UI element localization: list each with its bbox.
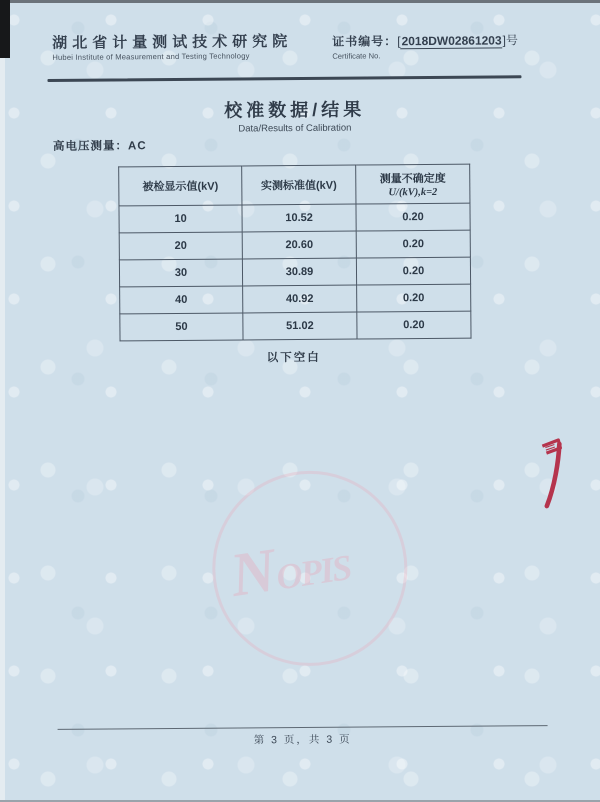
cell-indicated: 30 <box>119 259 242 287</box>
certificate-number-label-en: Certificate No. <box>332 51 381 61</box>
cell-uncertainty: 0.20 <box>357 284 471 312</box>
cell-indicated: 10 <box>119 205 242 233</box>
column-header-indicated-value: 被检显示值(kV) <box>119 166 242 206</box>
table-row <box>119 230 470 260</box>
institute-name-en: Hubei Institute of Measurement and Testing Technology <box>52 51 250 62</box>
uncertainty-header-line1: 测量不确定度 <box>379 172 446 186</box>
cell-uncertainty: 0.20 <box>357 311 471 339</box>
page-number: 第 3 页，共 3 页 <box>253 733 352 747</box>
watermark-ring <box>212 470 409 667</box>
certificate-number-bracket-open: [ <box>397 34 401 49</box>
certificate-number-value: 2018DW02861203 <box>401 33 502 49</box>
cell-measured: 51.02 <box>243 312 357 340</box>
cell-uncertainty: 0.20 <box>356 230 470 258</box>
table-row <box>119 203 470 233</box>
watermark-logo-text <box>226 517 405 612</box>
certificate-number-line <box>332 31 518 49</box>
watermark-rest: OPIS <box>273 547 353 598</box>
cell-uncertainty: 0.20 <box>356 203 470 231</box>
certificate-number-bracket-close: ]号 <box>502 33 519 48</box>
cell-measured: 40.92 <box>243 285 357 313</box>
footer-divider <box>58 725 548 730</box>
cell-uncertainty: 0.20 <box>356 257 470 285</box>
watermark-letter: N <box>226 536 281 611</box>
page-title-en: Data/Results of Calibration <box>238 122 352 135</box>
uncertainty-header-line2: U/(kV),k=2 <box>388 186 438 199</box>
cell-indicated: 40 <box>120 286 243 314</box>
column-header-measured-value: 实测标准值(kV) <box>242 165 356 205</box>
calibration-results-table <box>118 164 471 342</box>
cell-indicated: 50 <box>120 313 243 341</box>
measurement-type-label: 高电压测量：AC <box>52 140 147 153</box>
institute-name-cn: 湖北省计量测试技术研究院 <box>52 33 293 52</box>
blank-below-note: 以下空白 <box>266 351 321 365</box>
table-row <box>119 257 470 287</box>
cell-measured: 20.60 <box>242 231 356 259</box>
table-row <box>120 284 471 314</box>
cell-measured: 30.89 <box>242 258 356 286</box>
header-divider <box>47 75 521 82</box>
table-row <box>120 311 471 341</box>
page-title-cn: 校准数据/结果 <box>224 99 366 121</box>
red-pen-mark <box>536 436 567 514</box>
column-header-uncertainty <box>356 164 470 204</box>
cell-measured: 10.52 <box>242 204 356 232</box>
certificate-number-label: 证书编号： <box>332 34 398 49</box>
security-watermark <box>212 470 409 667</box>
cell-indicated: 20 <box>119 232 242 260</box>
table-header-row <box>119 164 470 206</box>
